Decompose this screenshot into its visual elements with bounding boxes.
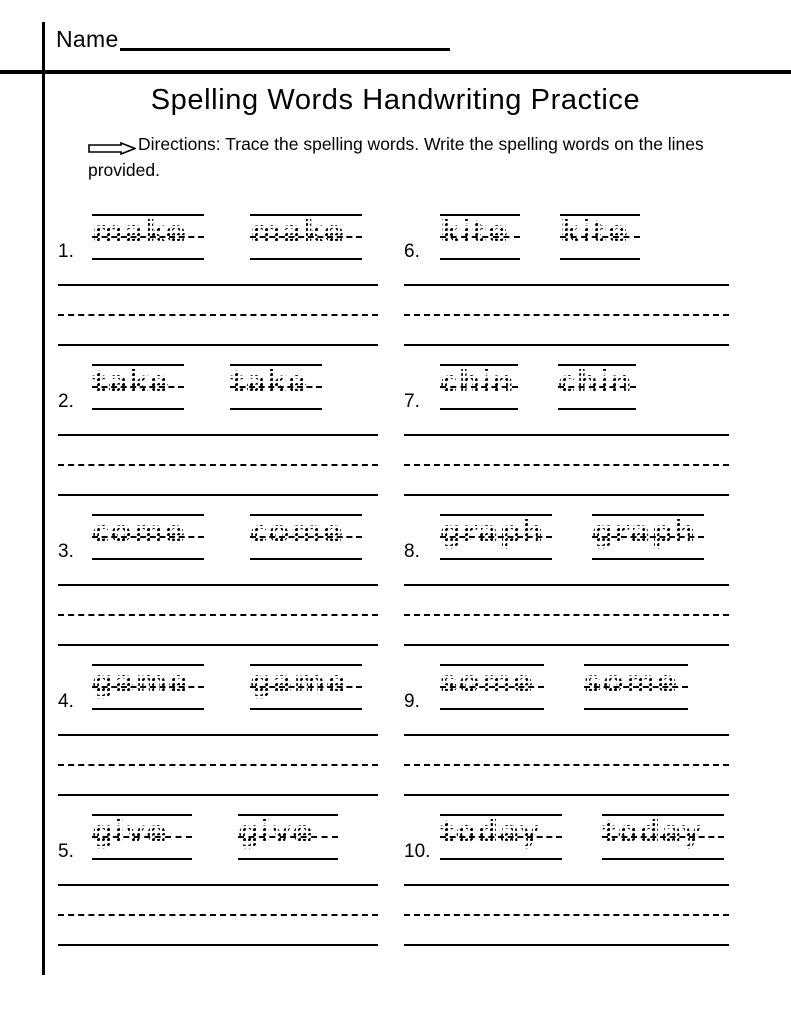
trace-letters: chin xyxy=(558,358,636,420)
item-number: 8. xyxy=(404,541,420,562)
trace-letters: today xyxy=(440,808,562,870)
item-number: 3. xyxy=(58,541,74,562)
directions-text: Directions: Trace the spelling words. Write the spelling words on the lines provided. xyxy=(88,134,704,180)
header-divider-rule xyxy=(0,70,791,74)
exercise-item xyxy=(404,206,729,356)
trace-letters: some xyxy=(440,658,544,720)
traced-word[interactable] xyxy=(440,356,518,420)
practice-top-rule xyxy=(58,584,378,586)
practice-mid-dashed-rule xyxy=(404,764,729,766)
traced-word[interactable] xyxy=(560,206,640,270)
traced-word[interactable] xyxy=(440,656,544,720)
trace-row xyxy=(440,356,729,420)
exercise-column-right xyxy=(404,206,729,956)
practice-mid-dashed-rule xyxy=(404,464,729,466)
exercise-item xyxy=(404,356,729,506)
left-margin-rule xyxy=(42,22,45,975)
practice-baseline-rule xyxy=(404,344,729,346)
name-field-row xyxy=(56,28,450,51)
trace-row xyxy=(440,656,729,720)
directions-block xyxy=(88,132,728,184)
exercise-item xyxy=(404,656,729,806)
practice-top-rule xyxy=(404,884,729,886)
practice-top-rule xyxy=(404,284,729,286)
practice-top-rule xyxy=(404,734,729,736)
trace-row xyxy=(92,506,378,570)
item-number: 9. xyxy=(404,691,420,712)
trace-letters: some xyxy=(584,658,688,720)
traced-word[interactable] xyxy=(92,206,204,270)
practice-baseline-rule xyxy=(404,794,729,796)
trace-row xyxy=(440,206,729,270)
practice-baseline-rule xyxy=(58,794,378,796)
practice-lines[interactable] xyxy=(58,434,378,502)
traced-word[interactable] xyxy=(92,506,204,570)
item-number: 5. xyxy=(58,841,74,862)
page-title: Spelling Words Handwriting Practice xyxy=(150,84,641,116)
exercise-item xyxy=(404,806,729,956)
exercise-item xyxy=(58,806,378,956)
practice-mid-dashed-rule xyxy=(58,914,378,916)
traced-word[interactable] xyxy=(250,206,362,270)
traced-word[interactable] xyxy=(250,506,362,570)
exercise-item xyxy=(58,656,378,806)
traced-word[interactable] xyxy=(238,806,338,870)
traced-word[interactable] xyxy=(602,806,724,870)
practice-mid-dashed-rule xyxy=(58,614,378,616)
practice-baseline-rule xyxy=(58,644,378,646)
practice-baseline-rule xyxy=(58,344,378,346)
trace-row xyxy=(92,806,378,870)
traced-word[interactable] xyxy=(92,656,204,720)
traced-word[interactable] xyxy=(440,806,562,870)
practice-lines[interactable] xyxy=(404,284,729,352)
practice-lines[interactable] xyxy=(404,734,729,802)
practice-lines[interactable] xyxy=(404,584,729,652)
item-number: 1. xyxy=(58,241,74,262)
trace-letters: graph xyxy=(440,508,552,570)
name-input-blank[interactable] xyxy=(120,31,450,51)
traced-word[interactable] xyxy=(584,656,688,720)
exercise-item xyxy=(58,206,378,356)
practice-top-rule xyxy=(58,284,378,286)
trace-letters: take xyxy=(92,358,184,420)
practice-mid-dashed-rule xyxy=(404,914,729,916)
right-arrow-icon xyxy=(88,137,136,150)
trace-row xyxy=(440,806,729,870)
traced-word[interactable] xyxy=(558,356,636,420)
trace-letters: give xyxy=(92,808,192,870)
practice-lines[interactable] xyxy=(58,584,378,652)
traced-word[interactable] xyxy=(250,656,362,720)
trace-letters: take xyxy=(230,358,322,420)
practice-baseline-rule xyxy=(404,644,729,646)
traced-word[interactable] xyxy=(92,356,184,420)
practice-top-rule xyxy=(58,884,378,886)
practice-lines[interactable] xyxy=(404,434,729,502)
trace-letters: kite xyxy=(560,208,640,270)
practice-lines[interactable] xyxy=(58,734,378,802)
trace-row xyxy=(92,356,378,420)
trace-row xyxy=(440,506,729,570)
item-number: 2. xyxy=(58,391,74,412)
trace-letters: today xyxy=(602,808,724,870)
practice-mid-dashed-rule xyxy=(58,314,378,316)
exercise-item xyxy=(404,506,729,656)
traced-word[interactable] xyxy=(440,206,520,270)
exercise-item xyxy=(58,356,378,506)
trace-letters: come xyxy=(250,508,362,570)
traced-word[interactable] xyxy=(230,356,322,420)
practice-mid-dashed-rule xyxy=(404,614,729,616)
trace-letters: graph xyxy=(592,508,704,570)
trace-letters: kite xyxy=(440,208,520,270)
trace-letters: game xyxy=(250,658,362,720)
trace-letters: chin xyxy=(440,358,518,420)
trace-letters: game xyxy=(92,658,204,720)
practice-lines[interactable] xyxy=(404,884,729,952)
item-number: 6. xyxy=(404,241,420,262)
practice-top-rule xyxy=(58,734,378,736)
exercise-item xyxy=(58,506,378,656)
practice-lines[interactable] xyxy=(58,884,378,952)
practice-baseline-rule xyxy=(404,494,729,496)
practice-baseline-rule xyxy=(58,494,378,496)
exercise-column-left xyxy=(58,206,378,956)
practice-mid-dashed-rule xyxy=(58,464,378,466)
trace-letters: give xyxy=(238,808,338,870)
practice-baseline-rule xyxy=(58,944,378,946)
practice-baseline-rule xyxy=(404,944,729,946)
item-number: 7. xyxy=(404,391,420,412)
practice-top-rule xyxy=(404,434,729,436)
trace-letters: come xyxy=(92,508,204,570)
practice-top-rule xyxy=(58,434,378,436)
traced-word[interactable] xyxy=(92,806,192,870)
trace-row xyxy=(92,656,378,720)
name-label: Name xyxy=(56,26,119,52)
trace-letters: make xyxy=(92,208,204,270)
trace-row xyxy=(92,206,378,270)
item-number: 4. xyxy=(58,691,74,712)
practice-lines[interactable] xyxy=(58,284,378,352)
practice-top-rule xyxy=(404,584,729,586)
traced-word[interactable] xyxy=(592,506,704,570)
practice-mid-dashed-rule xyxy=(404,314,729,316)
trace-letters: make xyxy=(250,208,362,270)
practice-mid-dashed-rule xyxy=(58,764,378,766)
traced-word[interactable] xyxy=(440,506,552,570)
item-number: 10. xyxy=(404,841,431,862)
